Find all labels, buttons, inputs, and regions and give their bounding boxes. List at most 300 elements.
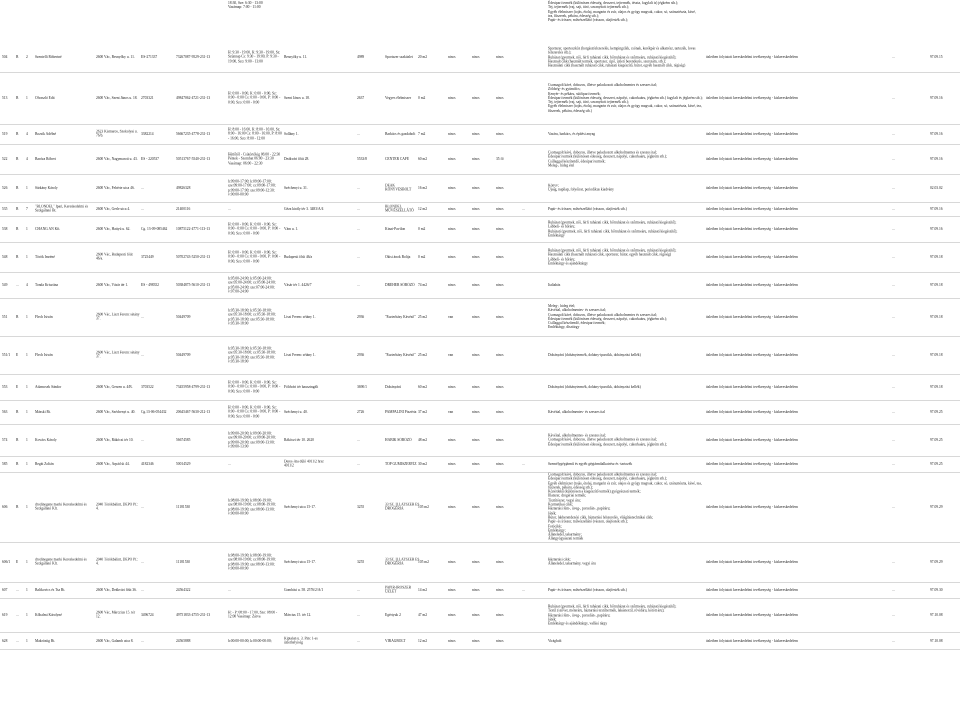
- cell-note: ...: [522, 461, 525, 466]
- cell-registration: ...: [141, 587, 144, 592]
- cell-opening-hours: ...: [228, 206, 231, 211]
- cell-activities: Csomagolt kávé, dobozos, illetve palackozott alkoholmentes és szeszes ital; Zöldség- és gyümölcs; Kenyér- és pékáru, sütőipari termék; Édesipari termék (különösen édesség, desszert, nápolyi, cukorkaáru, jégkrém stb.) fagylalt és jégkrém stb.); Tej, tejtermék (vaj, sajt, túró, savanyított tejtermék stb.); Egyéb élelmiszer (tojás, étolaj, margarin és zsír, olajos és gyógy magvak, cukor, só, száraztészta, kávé, tea, fűszerek, pékáru, édesség stb.): [548, 82, 703, 113]
- cell-date: 97.09.25: [930, 437, 943, 442]
- cell-date: 97.09.15: [930, 54, 943, 59]
- cell-shop-address: Besnyőky u. 11.: [284, 54, 308, 59]
- cell-extra-2: nincs: [472, 54, 480, 59]
- cell-status: ...: [892, 559, 895, 564]
- cell-code: 1: [26, 352, 28, 357]
- cell-type: B: [16, 95, 19, 100]
- cell-registration: ...: [141, 559, 144, 564]
- table-row: [0, 174, 960, 202]
- cell-trader-address: 2600 Vác, Fehérte utca 46.: [96, 185, 135, 190]
- cell-trader-name: Kovács Károly: [35, 437, 57, 442]
- cell-extra-2: nincs: [472, 131, 480, 136]
- cell-opening-hours: h:08:00-19:00; k:08:00-19:00; sze:08:00-19:00; cs:08:00-19:00; p:08:00-19:00; szo:08:00-13:00; v:00:00-00:00: [228, 553, 276, 571]
- cell-shop-name: Vegyes élelmiszer: [385, 95, 412, 100]
- cell-trader-name: drodinegene marki Kereskedelmi és Szolgáltató Kft.: [35, 502, 87, 511]
- cell-status: ...: [892, 409, 895, 414]
- cell-date: 97.09.16: [930, 206, 943, 211]
- cell-type: B: [16, 156, 19, 161]
- cell-type: B: [16, 206, 19, 211]
- cell-trade-form: üzletben folytatott kereskedelmi tevékenység - kiskereskedelem: [706, 461, 798, 466]
- cell-seats: nincs: [496, 504, 504, 509]
- cell-shop-address: Liszt Ferenc sétány 1.: [284, 352, 316, 357]
- cell-activities: Italiaház: [548, 282, 561, 287]
- cell-extra-1: nincs: [448, 254, 456, 259]
- cell-trade-form: üzletben folytatott kereskedelmi tevékenység - kiskereskedelem: [706, 156, 798, 161]
- cell-note: ...: [522, 587, 525, 592]
- cell-floor-area: 20 m2: [418, 54, 428, 59]
- cell-shop-name: PAMPALINI Pizzéria: [385, 409, 417, 414]
- cell-shop-address: Budapesti főút 46/a: [284, 254, 313, 259]
- cell-code: 4: [26, 131, 28, 136]
- cell-activities: Csomagolt kávé, dobozos, illetve palackozott alkoholmentes és szeszes ital; Édesipari termék (különösen édesség, desszert, nápolyi, cukorkaáru, jégkrém stb.); Csillaggal készítendő, édesipari termék; Meleg-, hideg étel: [548, 150, 668, 168]
- table-row: [0, 424, 960, 456]
- cell-parcel-number: 2726: [357, 409, 365, 414]
- cell-shop-name: TOP GUMISZERVÍZ: [385, 461, 417, 466]
- cell-trader-name: CHANG AN Kft.: [35, 226, 61, 231]
- cell-type: B: [16, 54, 19, 59]
- cell-registration: ...: [141, 314, 144, 319]
- cell-opening-hours: H: 9:30 - 19:00, K: 9:30 - 19:00, Sz: Szünnap Cs: 9:30 - 19:00, P: 9:30 - 19:00, Szo: 9:00 - 13:00: [228, 50, 281, 64]
- cell-status: ...: [892, 226, 895, 231]
- cell-seats: nincs: [496, 185, 504, 190]
- cell-parcel-number: ...: [357, 437, 360, 442]
- cell-registration: ES-271337: [141, 54, 158, 59]
- cell-extra-2: nincs: [472, 461, 480, 466]
- cell-shop-address: Géza király tér 3. 3483/A/4: [284, 206, 324, 211]
- cell-type: B: [16, 314, 19, 319]
- cell-tax-number: 49751833-4755-231-13: [176, 612, 211, 617]
- cell-date: 97.09.25: [930, 461, 943, 466]
- cell-parcel-number: 2637: [357, 95, 365, 100]
- cell-extra-1: nincs: [448, 131, 456, 136]
- cell-tax-number: 11181530: [176, 504, 191, 509]
- cell-floor-area: 48 m2: [418, 437, 428, 442]
- cell-extra-1: nincs: [448, 437, 456, 442]
- cell-code: 1: [26, 254, 28, 259]
- cell-row-number: 522: [2, 156, 8, 161]
- cell-parcel-number: 4989: [357, 54, 365, 59]
- cell-row-number: 519: [2, 131, 8, 136]
- cell-trader-address: 2623 Kismaros, Szokolyai u. 76/b.: [96, 129, 138, 138]
- cell-opening-hours: H: 0:00 - 0:00, K: 0:00 - 0:00, Sz: 0:00 - 0:00 Cs: 0:00 - 0:00, P: 0:00 - 0:00, Szo: 0:00 - 0:00: [228, 405, 281, 419]
- cell-row-number: 606/1: [2, 559, 11, 564]
- cell-status: ...: [892, 352, 895, 357]
- cell-code: 1: [26, 638, 28, 643]
- cell-seats: nincs: [496, 226, 504, 231]
- cell-shop-name: VIRÁGBOLT: [385, 638, 406, 643]
- cell-parcel-number: 5533/8: [357, 156, 367, 161]
- cell-trader-address: 2600 Vác, Galamb utca 8.: [96, 638, 134, 643]
- cell-code: 1: [26, 185, 28, 190]
- cell-shop-name: DEÁK KÖNYVESBOLT: [385, 183, 412, 192]
- cell-registration: ...: [141, 206, 144, 211]
- cell-status: ...: [892, 254, 895, 259]
- cell-date: 97.09.18: [930, 314, 943, 319]
- cell-shop-name: Barkács és gazdabolt: [385, 131, 416, 136]
- cell-activities: Ruházat (gyermek, női, férfi ruházati cikk, bőrruházat és szőrmeáru, ruházati kiegészítő); Textil (szövet, méteráru, háztartási textiltermék, lakástextil, rövidáru, kötött áru); Háztartási fém-, üveg-, porcelán-, papíráru; Játék; Emléktárgy és ajándéktárgy, vallási tárgy: [548, 604, 677, 626]
- cell-activities: Kávéital, alkoholmentes- és szeszes ital: [548, 409, 605, 414]
- cell-shop-address: Deres-Ata dűlő 4011/2 hrsz 4011/2: [284, 459, 324, 468]
- cell-trader-address: 2600 Vác, Márczius 15. tér 12.: [96, 610, 136, 619]
- cell-parcel-number: 2936: [357, 314, 365, 319]
- cell-trader-address: 2600 Vác, Hattyú u. 62.: [96, 226, 131, 231]
- cell-row-number: 538: [2, 226, 8, 231]
- cell-trader-address: 2600 Vác, Deákvári főút 36.: [96, 587, 137, 592]
- cell-trade-form: üzletben folytatott kereskedelmi tevékenység - kiskereskedelem: [706, 612, 798, 617]
- cell-registration: ...: [141, 185, 144, 190]
- cell-status: ...: [892, 437, 895, 442]
- cell-trade-form: üzletben folytatott kereskedelmi tevékenység - kiskereskedelem: [706, 226, 798, 231]
- cell-code: 1: [26, 226, 28, 231]
- cell-floor-area: 0 m2: [418, 254, 426, 259]
- cell-row-number: 607: [2, 587, 8, 592]
- cell-trader-name: Regát Zoltán: [35, 461, 54, 466]
- cell-status: ...: [892, 156, 895, 161]
- table-row: [0, 632, 960, 649]
- cell-opening-hours: h:09:00-17:00; k:09:00-17:00; sze:09:00-17:00; cs:09:00-17:00; p:09:00-17:00; szo:09:00-12:30; v:00:00-00:00: [228, 179, 276, 197]
- cell-date: 97.09.18: [930, 384, 943, 389]
- cell-parcel-number: ...: [357, 638, 360, 643]
- cell-activities: Dohányárú (dohánytermék, dohány-iparcikk, dohányzási kellék): [548, 352, 641, 357]
- cell-trader-name: Makróztig Bt.: [35, 638, 56, 643]
- cell-trader-name: Flech István: [35, 314, 53, 319]
- cell-seats: nincs: [496, 638, 504, 643]
- table-row: [0, 374, 960, 400]
- cell-row-number: 504: [2, 54, 8, 59]
- cell-type: B: [16, 409, 19, 414]
- cell-date: 97.09.29: [930, 559, 943, 564]
- table-row: [0, 202, 960, 216]
- cell-trade-form: üzletben folytatott kereskedelmi tevékenység - kiskereskedelem: [706, 384, 798, 389]
- cell-registration: 3703522: [141, 384, 154, 389]
- cell-parcel-number: ...: [357, 282, 360, 287]
- cell-extra-1: nincs: [448, 226, 456, 231]
- cell-activities: Csomagolt kávé, dobozos, illetve palackozott alkoholmentes és szeszes ital; Édesipari termék (különösen édesség, desszert, nápolyi, cukorkaáru, jégkrém stb.); Egyéb élelmiszer (tojás, étolaj, margarin és zsír, olajos és gyógy magvak, cukor, só, száraztészta, kávé, tea, fűszerek, pékáru, édesség stb.); Közérdekű (különösen a kiegészítő termék) gyógyászati termék; Illatszer, drogériai termék; Tisztítószer, vegyi áru; Kozmetikai cikk; Háztartási fém-, üveg-, porcelán-, papíráru; Játék; Bútor, lakberendezési cikk, háztartási felszerelés, világítástechnikai cikk; Papír- és írószer, művészellátó (vászon, olajfesték stb.); Fotócikk; Emléktárgy; Állateledel, takarmány; Állatgyógyászati termék: [548, 472, 702, 542]
- cell-extra-2: nincs: [472, 282, 480, 287]
- cell-trader-address: 2600 Vác, Budapesti főút 46/a.: [96, 252, 133, 261]
- cell-status: ...: [892, 95, 895, 100]
- cell-trade-form: üzletben folytatott kereskedelmi tevékenység - kiskereskedelem: [706, 282, 798, 287]
- cell-code: 1: [26, 95, 28, 100]
- cell-extra-1: nincs: [448, 587, 456, 592]
- cell-seats: nincs: [496, 352, 504, 357]
- cell-seats: 35 fő: [496, 156, 504, 161]
- cell-shop-name: "Eszterházy Kávéző": [385, 352, 416, 357]
- cell-registration: ES - 220537: [141, 156, 159, 161]
- cell-row-number: 619: [2, 612, 8, 617]
- cell-code: 1: [26, 612, 28, 617]
- cell-trade-form: üzletben folytatott kereskedelmi tevékenység - kiskereskedelem: [706, 437, 798, 442]
- cell-type: ...: [16, 282, 19, 287]
- cell-trader-name: Baróza Róbert: [35, 156, 56, 161]
- cell-trader-address: 2040 Törökbálint, DEPO Pf.: 4.: [96, 502, 139, 511]
- cell-opening-hours: H: 8:00 - 16:00, K: 8:00 - 16:00, Sz: 8:00 - 16:00 Cs: 8:00 - 16:00, P: 8:00 - 16:00, Szo: 8:00 - 12:00: [228, 127, 282, 141]
- cell-extra-2: nincs: [472, 206, 480, 211]
- cell-row-number: 628: [2, 638, 8, 643]
- cell-extra-1: nincs: [448, 185, 456, 190]
- cell-opening-hours: H: - P: 08:00 - 17:00, Szo: 08:00 - 12:00 Vasárnap: Zárva: [228, 610, 278, 619]
- cell-trade-form: üzletben folytatott kereskedelmi tevékenység - kiskereskedelem: [706, 206, 798, 211]
- cell-extra-2: nincs: [472, 559, 480, 564]
- cell-floor-area: 105 m2: [418, 504, 429, 509]
- cell-extra-1: nincs: [448, 282, 456, 287]
- cell-opening-hours: Hétfőtől - Csütörtökig 06:00 - 22:30 Péntek - Szombat 06:00 - 23:30 Vasárnap: 06:00 - 22:30: [228, 152, 281, 166]
- cell-seats: nincs: [496, 559, 504, 564]
- cell-date: 97.09.16: [930, 226, 943, 231]
- cell-shop-address: Széchenyi u. 31.: [284, 185, 308, 190]
- cell-extra-2: nincs: [472, 638, 480, 643]
- cell-tax-number: 49847062-4721-231-13: [176, 95, 211, 100]
- cell-registration: Cg.13-06-054432: [141, 409, 167, 414]
- cell-opening-hours: H: 0:00 - 0:00, K: 0:00 - 0:00, Sz: 0:00 - 0:00 Cs: 0:00 - 0:00, P: 0:00 - 0:00, Szo: 0:00 - 0:00: [228, 222, 281, 236]
- cell-extra-1: nincs: [448, 156, 456, 161]
- cell-shop-address: Deákvári főút 28.: [284, 156, 310, 161]
- cell-trade-form: üzletben folytatott kereskedelmi tevékenység - kiskereskedelem: [706, 504, 798, 509]
- cell-tax-number: 50702743-5250-231-13: [176, 254, 211, 259]
- cell-floor-area: 14 m2: [418, 587, 428, 592]
- cell-parcel-number: ...: [357, 206, 360, 211]
- cell-trade-form: üzletben folytatott kereskedelmi tevékenység - kiskereskedelem: [706, 95, 798, 100]
- cell-trader-name: Adamcsek Sándor: [35, 384, 62, 389]
- cell-type: B: [16, 185, 19, 190]
- cell-extra-2: nincs: [472, 504, 480, 509]
- cell-opening-hours: ...: [228, 587, 231, 592]
- cell-status: ...: [892, 504, 895, 509]
- cell-extra-2: nincs: [472, 384, 480, 389]
- cell-trade-form: üzletben folytatott kereskedelmi tevékenység - kiskereskedelem: [706, 352, 798, 357]
- cell-opening-hours: ...: [228, 461, 231, 466]
- cell-trader-name: Olvaszló Edit: [35, 95, 55, 100]
- cell-trade-form: üzletben folytatott kereskedelmi tevékenység - kiskereskedelem: [706, 131, 798, 136]
- cell-extra-1: van: [448, 409, 454, 414]
- cell-trade-form: üzletben folytatott kereskedelmi tevékenység - kiskereskedelem: [706, 587, 798, 592]
- cell-opening-hours: h:05:00-24:00; k:05:00-24:00; sze:05:00-24:00; cs:05:00-24:00; p:05:00-24:00; szo:07:00-24:00; v:07:00-24:00: [228, 276, 276, 294]
- cell-shop-name: PAPÍR-ÍRÓSZER ÜZLET: [385, 585, 412, 594]
- cell-trader-name: Tonda Krisztina: [35, 282, 59, 287]
- cell-registration: ...: [141, 638, 144, 643]
- cell-tax-number: 50449709: [176, 314, 191, 319]
- cell-date: 97.10.08: [930, 638, 943, 643]
- cell-type: B: [16, 131, 19, 136]
- cell-floor-area: 74 m2: [418, 282, 428, 287]
- cell-shop-name: 33 SZ. ILLATSZER ÉS DROGÉRIA: [385, 502, 420, 511]
- cell-activities: Személygépjármű és egyéb gépjárműalkatrész és -tartozék: [548, 461, 633, 466]
- cell-row-number: 553: [2, 384, 8, 389]
- cell-floor-area: 47 m2: [418, 612, 428, 617]
- cell-extra-1: nincs: [448, 559, 456, 564]
- cell-shop-name: BLONDEL MŰVÉSZELLÁTÓ: [385, 204, 414, 213]
- cell-status: ...: [892, 131, 895, 136]
- cell-trade-form: üzletben folytatott kereskedelmi tevékenység - kiskereskedelem: [706, 254, 798, 259]
- cell-shop-address: Gombási u. 58. 2576/2/A/1: [284, 587, 324, 592]
- cell-tax-number: 56667235-4778-231-13: [176, 131, 211, 136]
- cell-tax-number: 50449709: [176, 352, 191, 357]
- top-activities: Édesipari termék (különösen édesség, desszert, tejtermék, tészta, fagylalt is) jégkrém stb.); Tej, tejtermék (vaj, sajt, túró, savanyított tejtermék stb.); Egyéb élelmiszer (tojás, étolaj, margarin és zsír, olajos és gyógy magvak, cukor, só, száraztészta, kávé, tea, fűszerek, pékáru, édesség stb.); Papír- és írószer, művészellátó (vászon, olajfesték stb.);: [548, 1, 696, 23]
- cell-extra-2: nincs: [472, 314, 480, 319]
- cell-type: ...: [16, 612, 19, 617]
- cell-date: 97.09.18: [930, 254, 943, 259]
- cell-tax-number: 10875122-4771-113-13: [176, 226, 211, 231]
- cell-tax-number: 50513767-5540-231-13: [176, 156, 211, 161]
- cell-parcel-number: ...: [357, 131, 360, 136]
- cell-floor-area: 16 m2: [418, 185, 428, 190]
- cell-date: 97.09.25: [930, 409, 943, 414]
- cell-seats: nincs: [496, 612, 504, 617]
- cell-trader-address: 2600 Vác, Vásár tér 1.: [96, 282, 129, 287]
- cell-code: 4: [26, 282, 28, 287]
- cell-date: 97.09.18: [930, 352, 943, 357]
- cell-tax-number: 11181530: [176, 559, 191, 564]
- cell-floor-area: 60 m2: [418, 156, 428, 161]
- cell-floor-area: 105 m2: [418, 559, 429, 564]
- table-row: [0, 472, 960, 542]
- cell-note: ...: [522, 206, 525, 211]
- cell-registration: 4182346: [141, 461, 154, 466]
- cell-parcel-number: 3690/1: [357, 384, 367, 389]
- cell-activities: Háztartási cikk; Állateledel, takarmány, vegyi áru: [548, 557, 596, 566]
- cell-extra-1: nincs: [448, 54, 456, 59]
- cell-floor-area: 30 m2: [418, 461, 428, 466]
- cell-parcel-number: ...: [357, 226, 360, 231]
- cell-trader-address: 2600 Vác, Liszt Ferenc sétány 37.: [96, 312, 140, 321]
- cell-registration: ...: [141, 504, 144, 509]
- cell-status: ...: [892, 638, 895, 643]
- cell-activities: Meleg-, hideg étel; Kávéital, alkoholmentes- és szeszes ital; Csomagolt kávé, dobozos, illetve palackozott alkoholmentes és szeszes ital; Édesipari termék (különösen édesség, desszert, nápolyi, cukorkaáru, jégkrém stb.); Csillaggal készítendő, édesipari termék; Emléktárgy, dísztárgy: [548, 304, 668, 330]
- cell-floor-area: 60 m2: [418, 384, 428, 389]
- cell-date: 97.09.18: [930, 282, 943, 287]
- cell-shop-name: Egértyuk 2: [385, 612, 401, 617]
- cell-seats: nincs: [496, 384, 504, 389]
- cell-shop-name: "Eszterházy Kávéző": [385, 314, 416, 319]
- cell-date: 97.09.16: [930, 131, 943, 136]
- table-row: [0, 72, 960, 124]
- cell-trade-form: üzletben folytatott kereskedelmi tevékenység - kiskereskedelem: [706, 185, 798, 190]
- cell-tax-number: 24564322: [176, 587, 191, 592]
- cell-seats: nincs: [496, 54, 504, 59]
- cell-extra-1: nincs: [448, 461, 456, 466]
- cell-shop-address: Széchenyi utca 15-17.: [284, 504, 316, 509]
- cell-row-number: 526: [2, 185, 8, 190]
- cell-extra-1: nincs: [448, 612, 456, 617]
- cell-activities: Papír- és írószer, művészellátó (vászon, olajfesték stb.): [548, 587, 627, 592]
- cell-trader-name: Bozsik Adélné: [35, 131, 57, 136]
- cell-tax-number: 50384875-5610-231-13: [176, 282, 211, 287]
- cell-floor-area: 0 m2: [418, 226, 426, 231]
- cell-tax-number: 56674585: [176, 437, 191, 442]
- cell-code: 1: [26, 384, 28, 389]
- cell-trader-name: Flech István: [35, 352, 53, 357]
- cell-parcel-number: ...: [357, 461, 360, 466]
- cell-trade-form: üzletben folytatott kereskedelmi tevékenység - kiskereskedelem: [706, 314, 798, 319]
- cell-opening-hours: H: 0:00 - 0:00, K: 0:00 - 0:00, Sz: 0:00 - 0:00 Cs: 0:00 - 0:00, P: 0:00 - 0:00, Szo: 0:00 - 0:00: [228, 250, 281, 264]
- cell-parcel-number: 3255: [357, 504, 365, 509]
- cell-type: E: [16, 384, 19, 389]
- table-row: [0, 582, 960, 598]
- cell-trader-address: 2600 Vác, Gerle utca 4.: [96, 206, 131, 211]
- cell-status: ...: [892, 54, 895, 59]
- cell-shop-address: Liszt Ferenc sétány 1.: [284, 314, 316, 319]
- cell-trader-address: 2600 Vác, Széchenyi u. 40.: [96, 409, 136, 414]
- cell-type: ...: [16, 587, 19, 592]
- cell-row-number: 585: [2, 461, 8, 466]
- cell-activities: Kávéital, alkoholmentes- és szeszes ital; Csomagolt kávé, dobozos, illetve palackozott alkoholmentes és szeszes ital; Édesipari termék (különösen édesség, desszert, nápolyi, cukorkaáru, jégkrém stb.);: [548, 433, 668, 447]
- cell-tax-number: 73455958-4799-231-13: [176, 384, 211, 389]
- cell-opening-hours: h:09:00-20:00; k:09:00-20:00; sze:09:00-20:00; cs:09:00-20:00; p:09:00-20:00; szo:09:00-13:00; v:09:00-13:00: [228, 431, 276, 449]
- cell-row-number: 513: [2, 95, 8, 100]
- cell-trader-address: 2600 Vác, Besnyőky u. 11.: [96, 54, 135, 59]
- cell-opening-hours: h:00:00-00:00; k:00:00-00:00;: [228, 638, 272, 643]
- cell-row-number: 606: [2, 504, 8, 509]
- cell-tax-number: 49826328: [176, 185, 191, 190]
- cell-seats: nincs: [496, 131, 504, 136]
- cell-trader-name: Kőhalmi Károlyné: [35, 612, 62, 617]
- row-divider: [0, 649, 960, 650]
- cell-extra-2: nincs: [472, 95, 480, 100]
- cell-shop-name: Okisi ánok Boltja: [385, 254, 411, 259]
- cell-opening-hours: H: 0:00 - 0:00, K: 0:00 - 0:00, Sz: 0:00 - 0:00 Cs: 0:00 - 0:00, P: 0:00 - 0:00, Szo: 0:00 - 0:00: [228, 91, 281, 105]
- table-row: [0, 456, 960, 472]
- cell-type: E: [16, 559, 19, 564]
- cell-activities: Vasáru, barkács, és építési anyag: [548, 131, 596, 136]
- cell-extra-1: nincs: [448, 206, 456, 211]
- cell-parcel-number: ...: [357, 185, 360, 190]
- cell-floor-area: 0 m2: [418, 95, 426, 100]
- cell-trader-name: Török Imréné: [35, 254, 55, 259]
- cell-trade-form: üzletben folytatott kereskedelmi tevékenység - kiskereskedelem: [706, 409, 798, 414]
- cell-extra-1: van: [448, 314, 454, 319]
- cell-type: B: [16, 461, 19, 466]
- cell-code: 1: [26, 461, 28, 466]
- cell-opening-hours: h:05:30-18:00; k:05:30-18:00; sze:05:30-18:00; cs:05:30-18:00; p:05:30-18:00; szo:05:30-18:00; v:05:30-18:00: [228, 346, 276, 364]
- cell-extra-1: nincs: [448, 384, 456, 389]
- table-row: [0, 242, 960, 272]
- cell-trader-address: 2600 Vác, Liszt Ferenc sétány 37.: [96, 350, 140, 359]
- cell-trader-address: 2600 Vác, Árpád út 44.: [96, 461, 130, 466]
- cell-status: ...: [892, 461, 895, 466]
- table-row: [0, 400, 960, 424]
- cell-shop-address: Szent János u. 18.: [284, 95, 310, 100]
- cell-extra-2: nincs: [472, 437, 480, 442]
- table-row: [0, 272, 960, 298]
- cell-floor-area: 25 m2: [418, 352, 428, 357]
- cell-opening-hours: H: 0:00 - 0:00, K: 0:00 - 0:00, Sz: 0:00 - 0:00 Cs: 0:00 - 0:00, P: 0:00 - 0:00, Szo: 0:00 - 0:00: [228, 380, 281, 394]
- cell-shop-address: Vásár tér 1. 4426/7: [284, 282, 312, 287]
- cell-shop-name: 33 SZ. ILLATSZER ÉS DROGÉRIA: [385, 557, 420, 566]
- cell-shop-name: CENTER CAFÉ: [385, 156, 410, 161]
- cell-activities: Sportszer, sporteszköz (horgászfelszerelés, kempingcikk, csónak, kerékpár és alkatrész, tartozék, lovas felszerelés stb.); Ruházat (gyermek, női, férfi ruházati cikk, bőrruházat és szőrmeáru, ruházati kiegészítő); Hasznalt cikk (használt termék, sportszer, cipő, üzleti berendezés, szerszám, stb.); Használati cikk (használt ruházati cikk, ruházati kiegészítő, bútor, egyéb használt cikk, régiség): [548, 46, 696, 68]
- cell-shop-address: Kiptalan u. 3. Pinc 1-es üzlethelyiség: [284, 636, 318, 645]
- cell-shop-name: Dohányárú: [385, 384, 401, 389]
- cell-trade-form: üzletben folytatott kereskedelmi tevékenység - kiskereskedelem: [706, 559, 798, 564]
- cell-date: 97.09.16: [930, 95, 943, 100]
- cell-trader-address: 2600 Vác, Szent János u. 18.: [96, 95, 138, 100]
- cell-parcel-number: 2936: [357, 352, 365, 357]
- cell-seats: nincs: [496, 437, 504, 442]
- table-row: [0, 144, 960, 174]
- cell-code: 7: [26, 206, 28, 211]
- cell-parcel-number: ...: [357, 254, 360, 259]
- cell-seats: nincs: [496, 95, 504, 100]
- cell-registration: ES - 498352: [141, 282, 159, 287]
- cell-extra-2: nincs: [472, 185, 480, 190]
- cell-shop-address: Rákóczi tér 10. 2620: [284, 437, 314, 442]
- cell-code: 1: [26, 409, 28, 414]
- cell-type: E: [16, 352, 19, 357]
- cell-shop-address: Földvári tér bausztngált: [284, 384, 319, 389]
